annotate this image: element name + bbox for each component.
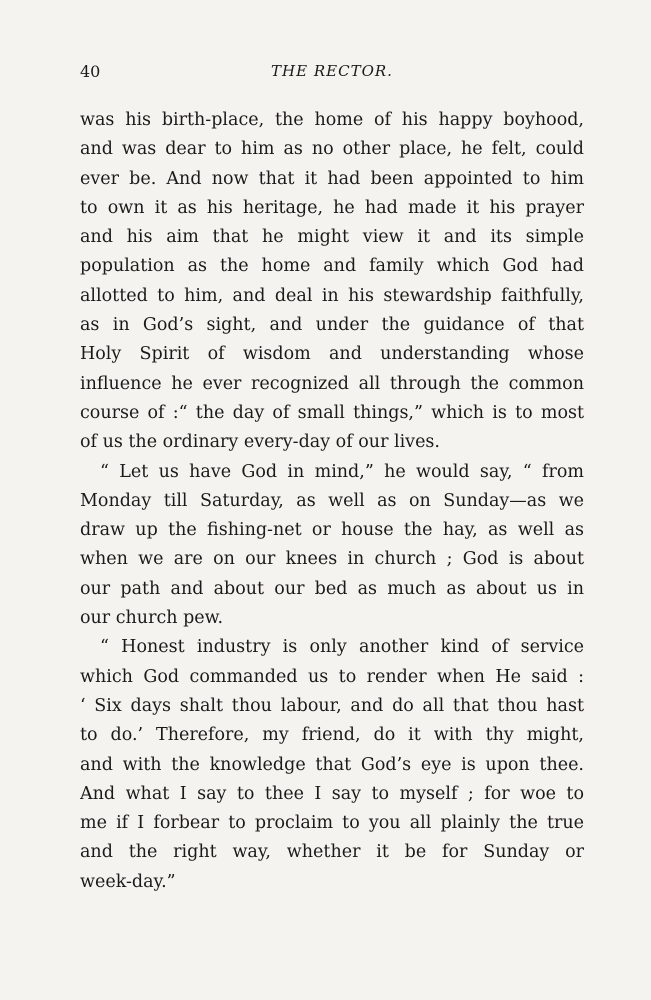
text-line: Monday till Saturday, as well as on Sunday—as we xyxy=(80,490,584,511)
text-line: ever be. And now that it had been appointed to him xyxy=(80,168,584,189)
text-line: allotted to him, and deal in his stewardship faithfully, xyxy=(80,285,584,306)
paragraph-3 xyxy=(80,633,584,897)
paragraph-1 xyxy=(80,106,584,458)
text-line: And what I say to thee I say to myself ; for woe to xyxy=(80,783,584,804)
text-line: Holy Spirit of wisdom and understanding whose xyxy=(80,344,584,365)
text-line: to do.’ Therefore, my friend, do it with thy might, xyxy=(80,725,584,746)
running-title: THE RECTOR. xyxy=(271,62,393,80)
text-line: and with the knowledge that God’s eye is upon thee. xyxy=(80,754,584,775)
text-line: and his aim that he might view it and its simple xyxy=(80,227,584,248)
text-line: influence he ever recognized all through the common xyxy=(80,373,584,394)
text-line: which God commanded us to render when He said : xyxy=(80,666,584,687)
text-line: me if I forbear to proclaim to you all plainly the true xyxy=(80,813,584,834)
text-line: “ Let us have God in mind,” he would say, “ from xyxy=(100,461,584,482)
text-line: draw up the fishing-net or house the hay, as well as xyxy=(80,520,584,541)
text-line: and was dear to him as no other place, he felt, could xyxy=(80,139,584,160)
body-text xyxy=(80,106,584,897)
text-line: week-day.” xyxy=(80,871,176,892)
text-line: ‘ Six days shalt thou labour, and do all that thou hast xyxy=(80,695,584,716)
text-line: as in God’s sight, and under the guidance of that xyxy=(80,315,584,336)
text-line: course of :“ the day of small things,” which is to most xyxy=(80,402,584,423)
text-line: to own it as his heritage, he had made it his prayer xyxy=(80,197,584,218)
running-head xyxy=(80,62,584,86)
text-line: our path and about our bed as much as about us in xyxy=(80,578,584,599)
text-line: when we are on our knees in church ; God is about xyxy=(80,549,584,570)
paragraph-2 xyxy=(80,458,584,634)
text-line: and the right way, whether it be for Sunday or xyxy=(80,842,584,863)
text-line: was his birth-place, the home of his happy boyhood, xyxy=(80,110,584,130)
text-line: of us the ordinary every-day of our lives. xyxy=(80,432,440,453)
page-number: 40 xyxy=(80,62,101,81)
text-line: “ Honest industry is only another kind of service xyxy=(100,637,584,658)
text-line: our church pew. xyxy=(80,608,224,629)
text-line: population as the home and family which God had xyxy=(80,256,584,277)
